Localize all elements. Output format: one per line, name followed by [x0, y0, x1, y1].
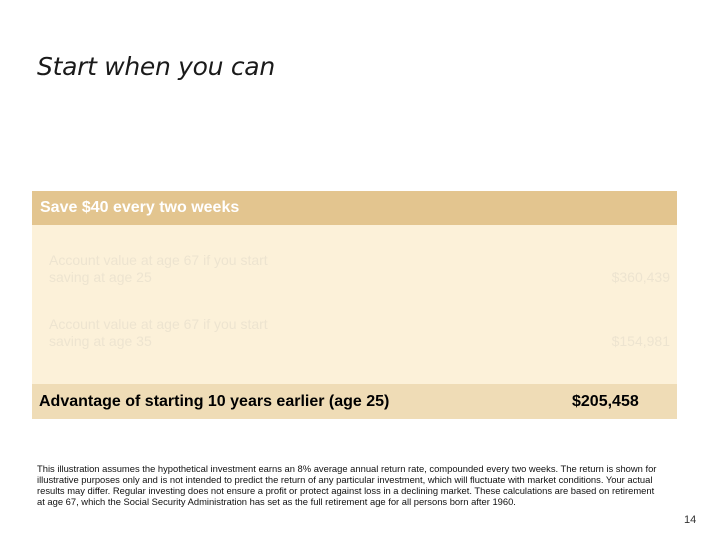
- disclaimer-text: This illustration assumes the hypothetical investment earns an 8% average annual return rate, compounded every two weeks. The return is shown for illustrative purposes only and is not intended to predict the return of any particular investment, which will fluctuate with market conditions. Your actual results may differ. Regular investing does not ensure a profit or protect against loss in a declining market. These calculations are based on retirement at age 67, which the Social Security Administration has set as the full retirement age for all persons born after 1960.: [37, 463, 657, 507]
- table-footer-row: [32, 384, 677, 419]
- row-value: $360,439: [611, 269, 670, 285]
- slide-title: Start when you can: [37, 52, 275, 81]
- table-row: [32, 316, 677, 350]
- table-body: [32, 225, 677, 384]
- row-label: Account value at age 67 if you start saving at age 25: [49, 252, 268, 285]
- advantage-value: $205,458: [572, 393, 639, 410]
- page-number: 14: [684, 514, 697, 526]
- advantage-label: Advantage of starting 10 years earlier (age 25): [39, 393, 390, 410]
- table-header: Save $40 every two weeks: [32, 191, 677, 225]
- table-row: [32, 252, 677, 286]
- row-label: Account value at age 67 if you start saving at age 35: [49, 316, 268, 349]
- savings-comparison-table: [32, 191, 677, 419]
- row-value: $154,981: [611, 333, 670, 349]
